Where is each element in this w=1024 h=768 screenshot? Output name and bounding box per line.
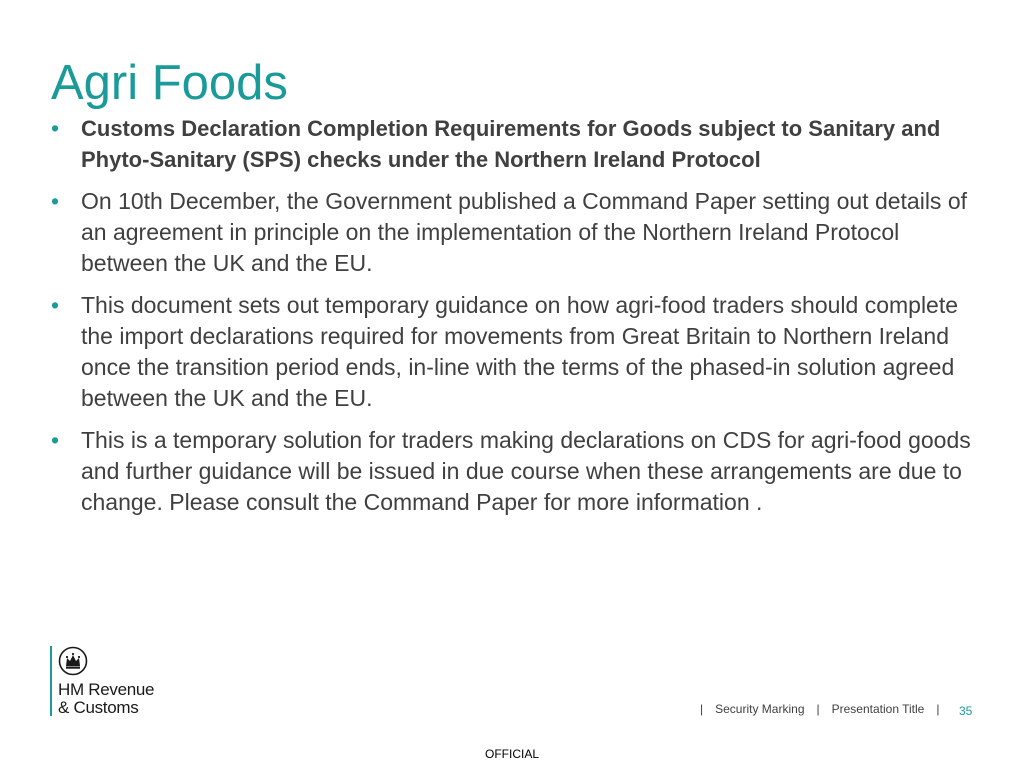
bullet-item: [51, 186, 981, 279]
footer-presentation-title: Presentation Title: [831, 702, 925, 716]
bullet-text: This document sets out temporary guidance on how agri-food traders should complete the import declarations required for movements from Great Britain to Northern Ireland once the transition period ends, in-line with the terms of the phased-in solution agreed between the UK and the EU.: [81, 292, 959, 411]
footer-separator: |: [816, 702, 820, 716]
bullet-dot: •: [51, 115, 60, 141]
bullet-dot: •: [51, 427, 60, 453]
logo-text-line2: & Customs: [58, 698, 139, 717]
bullet-list: [51, 113, 981, 529]
bullet-text: Customs Declaration Completion Requirements for Goods subject to Sanitary and Phyto-Sanitary (SPS) checks under the Northern Ireland Protocol: [81, 116, 941, 172]
bullet-item: [51, 425, 981, 518]
crown-crest-icon: [58, 646, 88, 676]
footer-separator: |: [936, 702, 940, 716]
bullet-text: On 10th December, the Government published a Command Paper setting out details of an agreement in principle on the implementation of the Northern Ireland Protocol between the UK and the EU.: [81, 188, 968, 276]
logo-accent-bar: [50, 646, 52, 716]
bullet-dot: •: [51, 188, 60, 214]
page-number: 35: [959, 704, 973, 718]
logo-text-line1: HM Revenue: [58, 680, 155, 699]
footer-separator: |: [700, 702, 704, 716]
footer-bar: [700, 701, 939, 717]
bullet-text: This is a temporary solution for traders making declarations on CDS for agri-food goods and further guidance will be issued in due course when these arrangements are due to change. Please consult the Command Paper for more information .: [81, 427, 971, 515]
bullet-dot: •: [51, 292, 60, 318]
bullet-item: [51, 290, 981, 414]
classification-label: OFFICIAL: [484, 747, 539, 761]
slide-title: Agri Foods: [51, 56, 288, 110]
hmrc-logo: [50, 646, 180, 716]
bullet-item: [51, 113, 981, 175]
footer-security-marking: Security Marking: [715, 702, 805, 716]
